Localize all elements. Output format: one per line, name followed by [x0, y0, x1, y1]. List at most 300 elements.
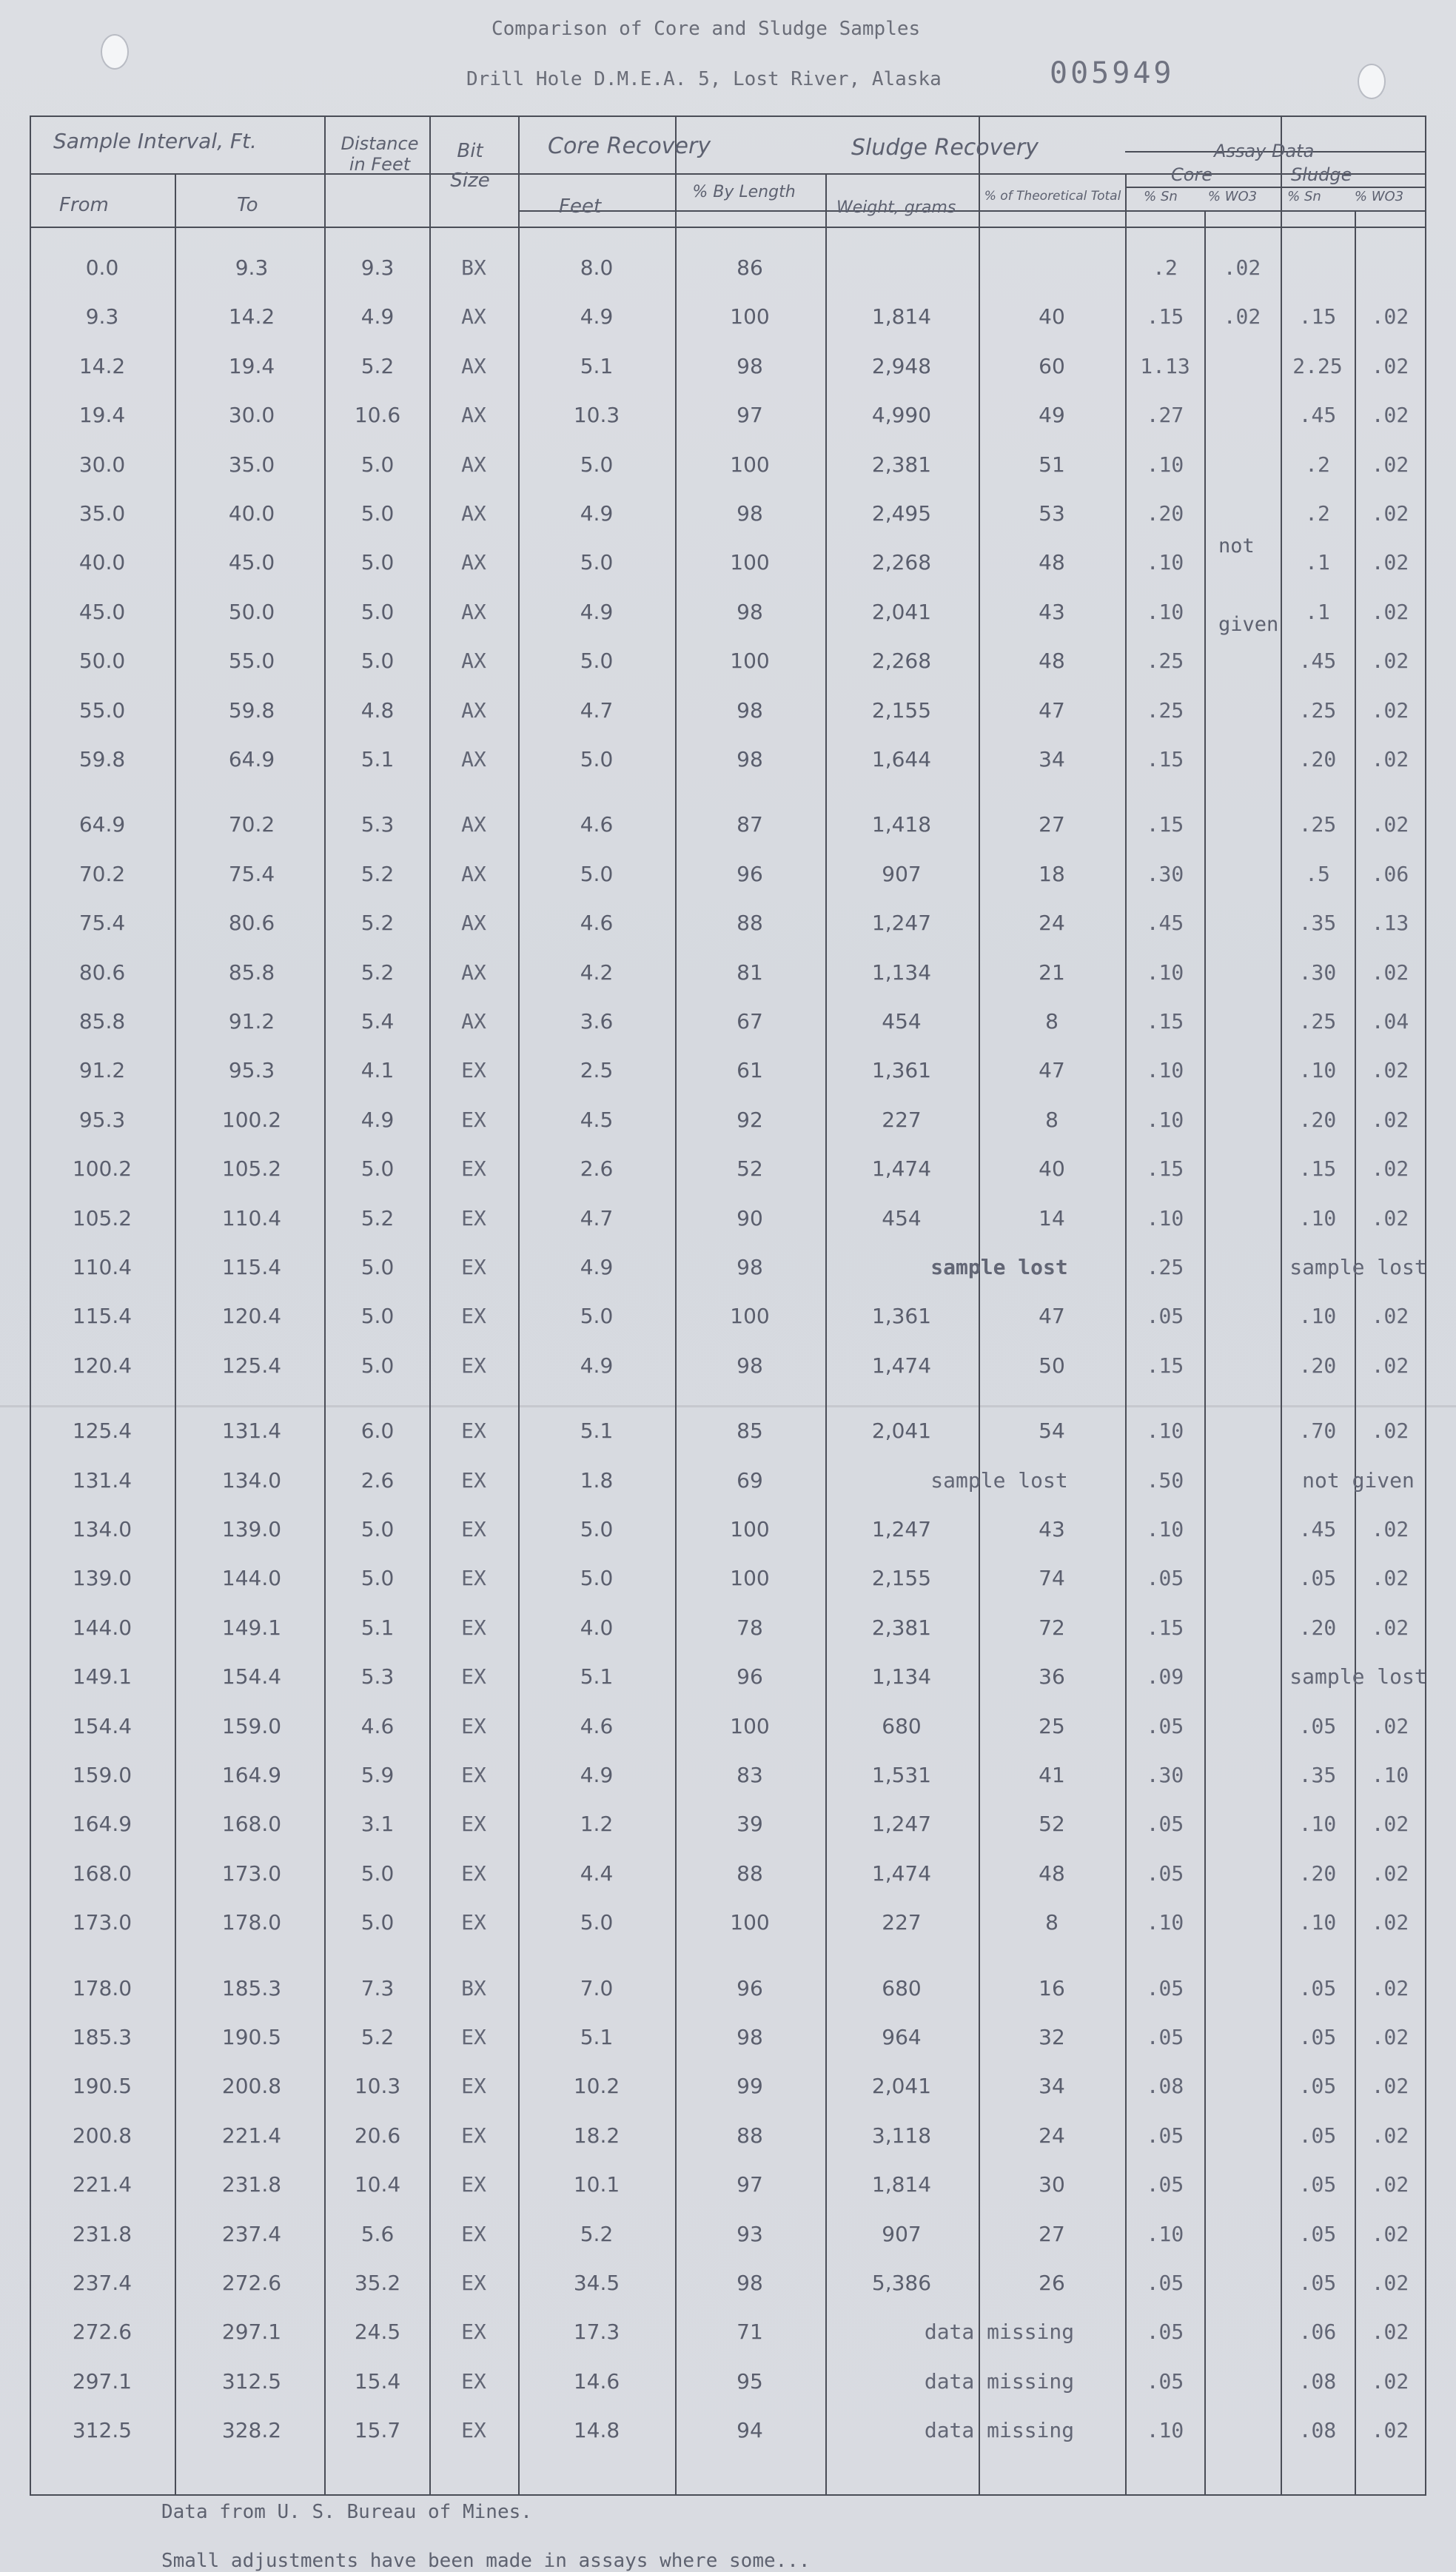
cell-csn: .05: [1146, 1812, 1184, 1837]
cell-csn: .25: [1146, 649, 1184, 674]
cell-bit: EX: [461, 1255, 486, 1279]
cell-csn: .10: [1146, 1517, 1184, 1541]
cell-ssn: .20: [1298, 1353, 1337, 1378]
cell-feet: 8.0: [580, 255, 614, 280]
cell-theo: 48: [1039, 1861, 1065, 1886]
cell-ssn: .70: [1298, 1419, 1337, 1444]
cell-from: 272.6: [72, 2320, 132, 2345]
cell-from: 164.9: [72, 1812, 132, 1837]
cell-dist: 24.5: [354, 2320, 401, 2345]
cell-ssn: .05: [1298, 1975, 1337, 2000]
cell-to: 35.0: [228, 452, 275, 477]
cell-feet: 5.0: [580, 1304, 614, 1329]
cell-ssn: .10: [1298, 1304, 1337, 1329]
cell-cwo3: .02: [1223, 255, 1261, 280]
table-row: [0, 1852, 1456, 1896]
cell-feet: 5.0: [580, 1517, 614, 1541]
cell-bit: EX: [461, 1615, 486, 1640]
cell-from: 95.3: [78, 1107, 126, 1132]
table-row: [0, 393, 1456, 438]
cell-feet: 4.6: [580, 911, 614, 936]
cell-sludge-note: sample lost: [930, 1255, 1068, 1279]
cell-ssn: .45: [1298, 403, 1337, 428]
cell-from: 297.1: [72, 2368, 132, 2394]
cell-swo3: .02: [1371, 304, 1409, 329]
cell-csn: .15: [1146, 747, 1184, 771]
header-sludge-sn: % Sn: [1287, 189, 1321, 204]
cell-bit: EX: [461, 2123, 486, 2148]
cell-bit: AX: [461, 452, 486, 477]
cell-dist: 10.6: [354, 403, 401, 428]
cell-ssn: .25: [1298, 697, 1337, 723]
cell-theo: 34: [1039, 747, 1065, 771]
table-row: [0, 344, 1456, 389]
cell-feet: 5.1: [580, 2025, 614, 2049]
cell-weight: 454: [882, 1009, 922, 1034]
cell-swo3: .02: [1371, 550, 1409, 575]
cell-bit: EX: [461, 2074, 486, 2099]
cell-weight: 1,361: [871, 1058, 932, 1083]
row-rule: [1125, 187, 1425, 188]
cell-theo: 27: [1039, 2221, 1065, 2246]
cell-theo: 48: [1039, 649, 1065, 674]
cell-swo3: .02: [1371, 1615, 1409, 1640]
cell-dist: 15.4: [354, 2368, 401, 2394]
cell-bit: AX: [461, 1009, 486, 1034]
cell-weight: 2,268: [871, 649, 932, 674]
cell-csn: .05: [1146, 2172, 1184, 2197]
cell-to: 134.0: [221, 1467, 282, 1493]
cell-csn: .15: [1146, 1353, 1184, 1378]
cell-weight: 2,381: [871, 452, 932, 477]
cell-bit: EX: [461, 2172, 486, 2197]
cell-swo3: .02: [1371, 2320, 1409, 2345]
cell-dist: 2.6: [360, 1467, 395, 1493]
cell-theo: 51: [1039, 452, 1065, 477]
cell-theo: 74: [1039, 1566, 1065, 1591]
cell-ssn: .15: [1298, 1156, 1337, 1182]
cell-bit: AX: [461, 599, 486, 624]
cell-weight: 1,361: [871, 1304, 932, 1329]
cell-feet: 5.0: [580, 649, 614, 674]
cell-ssn: .05: [1298, 2074, 1337, 2099]
cell-bit: AX: [461, 649, 486, 674]
cell-swo3: .02: [1371, 2025, 1409, 2049]
table-row: [0, 1507, 1456, 1552]
table-row: [0, 901, 1456, 945]
table-row: [0, 639, 1456, 683]
cell-dist: 5.1: [360, 1615, 395, 1640]
cell-pct: 87: [737, 812, 763, 837]
cell-pct: 98: [737, 353, 763, 378]
cell-feet: 4.5: [580, 1107, 614, 1132]
cell-ssn: .30: [1298, 960, 1337, 985]
cell-pct: 100: [730, 1517, 770, 1541]
cell-csn: .05: [1146, 2123, 1184, 2148]
cell-swo3: .02: [1371, 2123, 1409, 2148]
cell-dist: 5.2: [360, 353, 395, 378]
cell-swo3: .02: [1371, 1910, 1409, 1935]
cell-dist: 5.0: [360, 1353, 395, 1378]
cell-swo3: .02: [1371, 1058, 1409, 1083]
cell-pct: 39: [737, 1812, 763, 1837]
cell-dist: 5.3: [360, 1664, 395, 1689]
table-row: [0, 2360, 1456, 2404]
cell-dist: 3.1: [360, 1812, 395, 1837]
cell-bit: EX: [461, 1353, 486, 1378]
cell-dist: 6.0: [360, 1419, 395, 1444]
cell-to: 50.0: [228, 599, 275, 624]
table-row: [0, 1966, 1456, 2011]
cell-csn: .05: [1146, 1861, 1184, 1886]
cell-to: 164.9: [221, 1763, 282, 1787]
cell-pct: 100: [730, 304, 770, 329]
cell-feet: 2.6: [580, 1156, 614, 1182]
cell-bit: EX: [461, 1107, 486, 1132]
cell-dist: 5.3: [360, 812, 395, 837]
cell-csn: .05: [1146, 1713, 1184, 1738]
cell-swo3: .02: [1371, 1205, 1409, 1230]
row-rule: [30, 115, 1425, 117]
table-row: [0, 737, 1456, 782]
cell-ssn: .06: [1298, 2320, 1337, 2345]
cell-dist: 5.0: [360, 649, 395, 674]
cell-theo: 18: [1039, 861, 1065, 886]
cell-csn: .05: [1146, 1975, 1184, 2000]
cell-pct: 100: [730, 1566, 770, 1591]
cell-ssn: .20: [1298, 1861, 1337, 1886]
cell-bit: AX: [461, 697, 486, 723]
cell-bit: AX: [461, 403, 486, 428]
cell-csn: .10: [1146, 1058, 1184, 1083]
cell-bit: AX: [461, 747, 486, 771]
cell-to: 64.9: [228, 747, 275, 771]
cell-bit: AX: [461, 550, 486, 575]
cell-pct: 98: [737, 1255, 763, 1279]
cell-feet: 5.0: [580, 550, 614, 575]
table-row: [0, 803, 1456, 847]
cell-csn: .20: [1146, 501, 1184, 526]
table-row: [0, 2114, 1456, 2158]
table-row: [0, 246, 1456, 290]
table-row: [0, 443, 1456, 487]
cell-csn: .30: [1146, 1763, 1184, 1787]
cell-csn: .10: [1146, 1419, 1184, 1444]
cell-from: 70.2: [78, 861, 126, 886]
cell-ssn: .20: [1298, 747, 1337, 771]
cell-sludge-note: data missing: [924, 2418, 1075, 2443]
table-row: [0, 2163, 1456, 2207]
cell-from: 40.0: [78, 550, 126, 575]
cell-ssn: .05: [1298, 2172, 1337, 2197]
cell-weight: 1,814: [871, 304, 932, 329]
cell-pct: 96: [737, 861, 763, 886]
cell-dist: 5.6: [360, 2221, 395, 2246]
header-sludge-recovery: Sludge Recovery: [851, 135, 1039, 161]
cell-pct: 90: [737, 1205, 763, 1230]
cell-theo: 54: [1039, 1419, 1065, 1444]
cell-weight: 3,118: [871, 2123, 932, 2148]
cell-dist: 5.0: [360, 1304, 395, 1329]
cell-to: 200.8: [221, 2074, 282, 2099]
cell-csn: .25: [1146, 1255, 1184, 1279]
table-bottom-rule: [30, 2494, 1425, 2496]
cell-ssn: .20: [1298, 1615, 1337, 1640]
cell-weight: 2,041: [871, 1419, 932, 1444]
cell-from: 185.3: [72, 2025, 132, 2049]
cell-feet: 14.8: [573, 2418, 620, 2443]
cell-from: 110.4: [72, 1255, 132, 1279]
cell-dist: 4.6: [360, 1713, 395, 1738]
cell-to: 91.2: [228, 1009, 275, 1034]
cell-theo: 14: [1039, 1205, 1065, 1230]
cell-dist: 10.3: [354, 2074, 401, 2099]
cell-swo3: .02: [1371, 1517, 1409, 1541]
table-row: [0, 2015, 1456, 2060]
cell-sludge-assay-note: sample lost: [1289, 1664, 1427, 1689]
cell-from: 9.3: [85, 304, 119, 329]
table-row: [0, 1655, 1456, 1699]
cell-pct: 98: [737, 2271, 763, 2295]
cell-to: 272.6: [221, 2271, 282, 2295]
cell-to: 19.4: [228, 353, 275, 378]
cell-weight: 2,041: [871, 599, 932, 624]
cell-csn: .10: [1146, 2418, 1184, 2443]
cell-feet: 5.1: [580, 1664, 614, 1689]
cell-dist: 10.4: [354, 2172, 401, 2197]
table-row: [0, 1344, 1456, 1388]
cell-feet: 5.0: [580, 452, 614, 477]
cell-from: 50.0: [78, 649, 126, 674]
cell-swo3: .02: [1371, 2074, 1409, 2099]
cell-weight: 227: [882, 1107, 922, 1132]
cell-feet: 10.3: [573, 403, 620, 428]
cell-swo3: .02: [1371, 2418, 1409, 2443]
cell-feet: 5.2: [580, 2221, 614, 2246]
cell-swo3: .02: [1371, 353, 1409, 378]
cell-from: 221.4: [72, 2172, 132, 2197]
cell-from: 178.0: [72, 1975, 132, 2000]
cell-to: 190.5: [221, 2025, 282, 2049]
cell-pct: 98: [737, 2025, 763, 2049]
cell-feet: 5.0: [580, 1910, 614, 1935]
cell-dist: 5.2: [360, 1205, 395, 1230]
cell-pct: 100: [730, 452, 770, 477]
cell-weight: 2,155: [871, 697, 932, 723]
cell-swo3: .02: [1371, 2271, 1409, 2295]
cell-weight: 2,495: [871, 501, 932, 526]
cell-swo3: .02: [1371, 2368, 1409, 2394]
cell-ssn: .10: [1298, 1058, 1337, 1083]
cell-from: 144.0: [72, 1615, 132, 1640]
cell-dist: 4.1: [360, 1058, 395, 1083]
cell-bit: AX: [461, 812, 486, 837]
cell-pct: 100: [730, 1910, 770, 1935]
cell-bit: AX: [461, 861, 486, 886]
cell-swo3: .02: [1371, 403, 1409, 428]
cell-feet: 4.9: [580, 1763, 614, 1787]
cell-to: 173.0: [221, 1861, 282, 1886]
cell-feet: 3.6: [580, 1009, 614, 1034]
cell-ssn: .2: [1305, 501, 1330, 526]
cell-weight: 4,990: [871, 403, 932, 428]
cell-theo: 43: [1039, 1517, 1065, 1541]
cell-bit: EX: [461, 1419, 486, 1444]
cell-bit: EX: [461, 2320, 486, 2345]
cell-weight: 1,644: [871, 747, 932, 771]
cell-from: 231.8: [72, 2221, 132, 2246]
document-subtitle: Drill Hole D.M.E.A. 5, Lost River, Alaska: [466, 68, 942, 90]
cell-feet: 1.8: [580, 1467, 614, 1493]
cell-theo: 16: [1039, 1975, 1065, 2000]
cell-sludge-assay-note: sample lost: [1289, 1255, 1427, 1279]
cell-weight: 907: [882, 2221, 922, 2246]
cell-bit: EX: [461, 1156, 486, 1182]
cell-from: 45.0: [78, 599, 126, 624]
cell-csn: .05: [1146, 1566, 1184, 1591]
cell-ssn: .05: [1298, 1566, 1337, 1591]
cell-from: 75.4: [78, 911, 126, 936]
cell-pct: 98: [737, 1353, 763, 1378]
cell-from: 64.9: [78, 812, 126, 837]
cell-dist: 5.0: [360, 599, 395, 624]
cell-bit: BX: [461, 255, 486, 280]
cell-from: 105.2: [72, 1205, 132, 1230]
cell-csn: .05: [1146, 2320, 1184, 2345]
table-row: [0, 2064, 1456, 2109]
table-row: [0, 540, 1456, 585]
table-row: [0, 1196, 1456, 1241]
cell-csn: .10: [1146, 960, 1184, 985]
cell-from: 35.0: [78, 501, 126, 526]
cell-theo: 43: [1039, 599, 1065, 624]
cell-dist: 15.7: [354, 2418, 401, 2443]
cell-to: 168.0: [221, 1812, 282, 1837]
cell-bit: EX: [461, 2418, 486, 2443]
cell-dist: 5.0: [360, 452, 395, 477]
cell-csn: .05: [1146, 2025, 1184, 2049]
header-core-recovery: Core Recovery: [548, 133, 711, 159]
table-row: [0, 1098, 1456, 1142]
cell-bit: EX: [461, 1304, 486, 1329]
cell-theo: 50: [1039, 1353, 1065, 1378]
cell-theo: 8: [1045, 1009, 1059, 1034]
cell-weight: 1,134: [871, 960, 932, 985]
cell-theo: 40: [1039, 304, 1065, 329]
cell-feet: 17.3: [573, 2320, 620, 2345]
cell-to: 221.4: [221, 2123, 282, 2148]
cell-dist: 4.9: [360, 1107, 395, 1132]
cell-sludge-note: sample lost: [930, 1467, 1068, 1493]
cell-theo: 8: [1045, 1107, 1059, 1132]
cell-ssn: .25: [1298, 1009, 1337, 1034]
cell-to: 95.3: [228, 1058, 275, 1083]
row-rule: [30, 173, 1425, 175]
footer-note: Small adjustments have been made in assays where some...: [161, 2550, 811, 2572]
cell-swo3: .02: [1371, 1353, 1409, 1378]
cell-to: 131.4: [221, 1419, 282, 1444]
cell-pct: 71: [737, 2320, 763, 2345]
cell-pct: 94: [737, 2418, 763, 2443]
cell-feet: 5.0: [580, 861, 614, 886]
cell-dist: 20.6: [354, 2123, 401, 2148]
cell-ssn: .45: [1298, 1517, 1337, 1541]
document-title: Comparison of Core and Sludge Samples: [492, 18, 921, 40]
cell-to: 154.4: [221, 1664, 282, 1689]
cell-swo3: .02: [1371, 2221, 1409, 2246]
cell-ssn: .05: [1298, 1713, 1337, 1738]
cell-weight: 1,247: [871, 1812, 932, 1837]
cell-ssn: .2: [1305, 452, 1330, 477]
cell-swo3: .02: [1371, 1107, 1409, 1132]
cell-swo3: .02: [1371, 747, 1409, 771]
cell-feet: 4.9: [580, 501, 614, 526]
cell-dist: 5.0: [360, 1910, 395, 1935]
cell-swo3: .02: [1371, 599, 1409, 624]
cell-from: 59.8: [78, 747, 126, 771]
cell-to: 120.4: [221, 1304, 282, 1329]
table-row: [0, 1802, 1456, 1846]
cell-ssn: .05: [1298, 2221, 1337, 2246]
cell-csn: .45: [1146, 911, 1184, 936]
header-feet: Feet: [559, 195, 602, 218]
cell-weight: 2,041: [871, 2074, 932, 2099]
cell-csn: .05: [1146, 2368, 1184, 2394]
cell-sludge-note: data missing: [924, 2320, 1075, 2345]
cell-theo: 36: [1039, 1664, 1065, 1689]
cell-ssn: .08: [1298, 2368, 1337, 2394]
cell-pct: 100: [730, 1713, 770, 1738]
table-row: [0, 590, 1456, 634]
cell-from: 91.2: [78, 1058, 126, 1083]
header-sludge: Sludge: [1291, 164, 1352, 185]
cell-to: 125.4: [221, 1353, 282, 1378]
cell-weight: 2,381: [871, 1615, 932, 1640]
cell-bit: EX: [461, 1517, 486, 1541]
cell-from: 173.0: [72, 1910, 132, 1935]
cell-bit: AX: [461, 960, 486, 985]
table-row: [0, 1459, 1456, 1503]
cell-swo3: .06: [1371, 861, 1409, 886]
document-number: 005949: [1050, 56, 1175, 90]
cell-swo3: .10: [1371, 1763, 1409, 1787]
cell-ssn: .35: [1298, 911, 1337, 936]
cell-pct: 86: [737, 255, 763, 280]
cell-to: 144.0: [221, 1566, 282, 1591]
cell-from: 200.8: [72, 2123, 132, 2148]
cell-swo3: .02: [1371, 1713, 1409, 1738]
row-rule: [518, 210, 1425, 212]
cell-pct: 67: [737, 1009, 763, 1034]
header-core-wo3: % WO3: [1207, 189, 1258, 204]
cell-bit: EX: [461, 1713, 486, 1738]
cell-to: 85.8: [228, 960, 275, 985]
cell-swo3: .02: [1371, 812, 1409, 837]
cell-csn: .10: [1146, 599, 1184, 624]
cell-swo3: .04: [1371, 1009, 1409, 1034]
cell-to: 237.4: [221, 2221, 282, 2246]
cell-feet: 5.1: [580, 1419, 614, 1444]
cell-from: 30.0: [78, 452, 126, 477]
cell-csn: .15: [1146, 1615, 1184, 1640]
cell-to: 30.0: [228, 403, 275, 428]
cell-pct: 52: [737, 1156, 763, 1182]
cell-to: 40.0: [228, 501, 275, 526]
table-row: [0, 1900, 1456, 1945]
table-row: [0, 2408, 1456, 2453]
header-pct-theoretical: % of Theoretical Total: [984, 189, 1121, 204]
cell-dist: 5.0: [360, 550, 395, 575]
